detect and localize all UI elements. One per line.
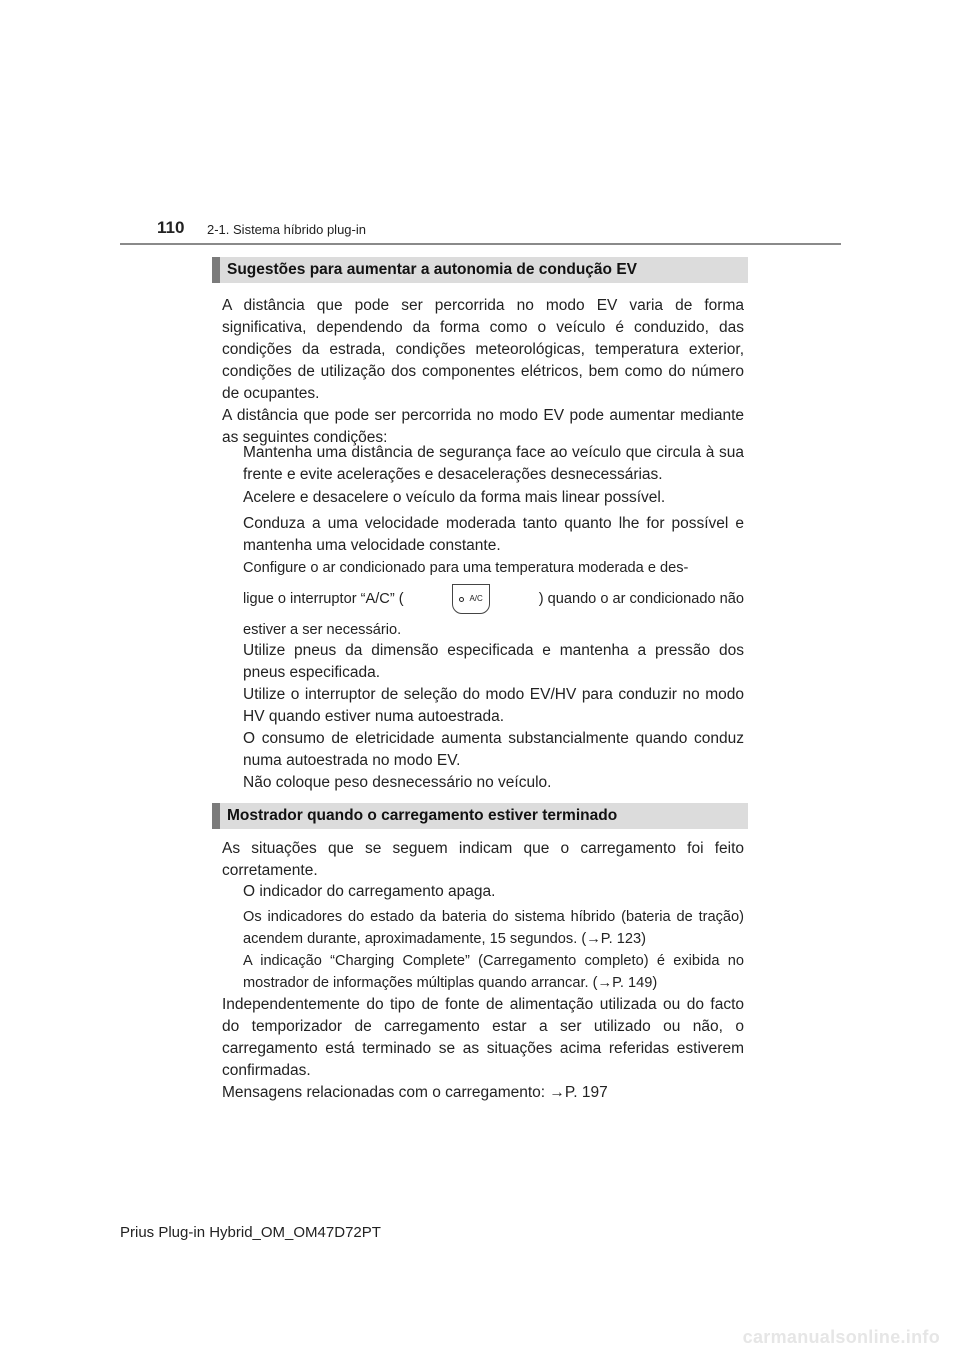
list-item: Mantenha uma distância de segurança face ao veículo que circula à sua frente e evite acelerações e desacelerações desnecessárias. bbox=[243, 444, 744, 483]
list-item: Utilize pneus da dimensão especificada e mantenha a pressão dos pneus especificada. bbox=[243, 642, 744, 681]
list-item: Não coloque peso desnecessário no veículo. bbox=[243, 774, 552, 791]
list-item: Utilize o interruptor de seleção do modo EV/HV para conduzir no modo HV quando estiver numa autoestrada. bbox=[243, 686, 744, 725]
watermark: carmanualsonline.info bbox=[742, 1327, 940, 1347]
section-heading-charging-complete: Mostrador quando o carregamento estiver terminado bbox=[212, 803, 748, 829]
list-item: Acelere e desacelere o veículo da forma mais linear possível. bbox=[243, 489, 666, 506]
section-title: 2-1. Sistema híbrido plug-in bbox=[207, 222, 366, 237]
list-item: O consumo de eletricidade aumenta substancialmente quando conduz numa autoestrada no modo EV. bbox=[243, 730, 744, 769]
paragraph-charging-confirmed: Independentemente do tipo de fonte de alimentação utilizada ou do facto do temporizador de carregamento estar a ser utilizado ou não, o carregamento está terminado se as situações acima referidas estiverem confirmadas. bbox=[222, 996, 744, 1079]
battery-indicator-text: Os indicadores do estado da bateria do sistema híbrido (bateria de tração) acendem durante, aproximadamente, 15 segundos. bbox=[243, 909, 744, 947]
ac-icon-label: A/C bbox=[469, 594, 483, 603]
paragraph-charging-intro: As situações que se seguem indicam que o carregamento foi feito corretamente. bbox=[222, 840, 744, 879]
paragraph-charging-messages bbox=[222, 1082, 744, 1104]
list-item: O indicador do carregamento apaga. bbox=[243, 883, 496, 900]
list-item: Conduza a uma velocidade moderada tanto quanto lhe for possível e mantenha uma velocidade constante. bbox=[243, 515, 744, 554]
ac-line-1: Configure o ar condicionado para uma temperatura moderada e des- bbox=[243, 560, 689, 576]
page-number: 110 bbox=[157, 218, 185, 237]
ac-switch-icon bbox=[452, 584, 490, 614]
list-item bbox=[243, 950, 744, 994]
list-item bbox=[243, 906, 744, 950]
header-divider bbox=[120, 243, 841, 245]
ac-line-3: estiver a ser necessário. bbox=[243, 622, 402, 638]
footer-document-id: Prius Plug-in Hybrid_OM_OM47D72PT bbox=[120, 1224, 381, 1241]
ac-line-2 bbox=[243, 579, 744, 619]
charging-complete-text: A indicação “Charging Complete” (Carregamento completo) é exibida no mostrador de informações múltiplas quando arrancar. bbox=[243, 953, 744, 991]
page-reference-link[interactable]: →P. 197 bbox=[549, 1084, 608, 1101]
charging-messages-text: Mensagens relacionadas com o carregamento: bbox=[222, 1084, 546, 1101]
paragraph-ev-range-conditions: A distância que pode ser percorrida no modo EV pode aumentar mediante as seguintes condições: bbox=[222, 407, 744, 446]
section-heading-ev-range: Sugestões para aumentar a autonomia de condução EV bbox=[212, 257, 748, 283]
indicator-dot-icon bbox=[459, 597, 464, 602]
page-reference-link[interactable]: (→P. 149) bbox=[592, 975, 658, 991]
page-reference-link[interactable]: (→P. 123) bbox=[581, 931, 646, 947]
list-item-ac bbox=[243, 557, 744, 641]
ac-text-before-icon: ligue o interruptor “A/C” ( bbox=[243, 591, 404, 607]
paragraph-ev-range-intro: A distância que pode ser percorrida no modo EV varia de forma significativa, dependendo da forma como o veículo é conduzido, das condições da estrada, condições meteorológicas, temperatura exterior, condições de utilização dos componentes elétricos, bem como do número de ocupantes. bbox=[222, 297, 744, 402]
ac-text-after-icon: ) quando o ar condicionado não bbox=[538, 591, 744, 607]
